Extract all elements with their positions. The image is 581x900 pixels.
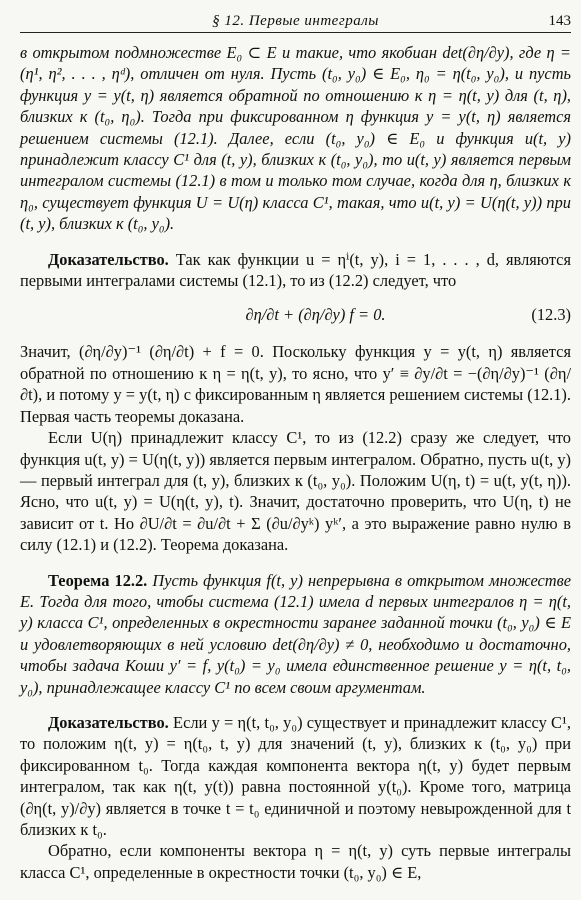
spacer xyxy=(20,235,571,249)
paragraph: Обратно, если компоненты вектора η = η(t, y) суть первые интегралы класса C¹, определенные в окрестности точки (t₀, y₀) ∈ E, xyxy=(20,841,571,882)
page-body xyxy=(20,42,571,883)
proof-text: Так как функции u = ηⁱ(t, y), i = 1, . . . , d, являются первыми интегралами системы (12.1), то из (12.2) следует, что xyxy=(20,249,571,291)
proof-paragraph xyxy=(20,712,571,840)
proof-label: Доказательство. xyxy=(48,712,169,732)
paragraph: Если U(η) принадлежит классу C¹, то из (12.2) сразу же следует, что функция u(t, y) = U(η(t, y)) является первым интегралом. Обратно, пусть u(t, y) — первый интеграл для (t, y), близких к (t₀, y₀). Положим U(η, t) = u(t, y(t, η)). Ясно, что u(t, y) = U(η(t, y), t). Значит, достаточно проверить, что U(η, t) не зависит от t. Но ∂U/∂t = ∂u/∂t + Σ (∂u/∂yᵏ) yᵏ′, а это выражение равно нулю в силу (12.1) и (12.2). Теорема доказана. xyxy=(20,428,571,555)
formula-body: ∂η/∂t + (∂η/∂y) f = 0. xyxy=(245,305,386,325)
proof-paragraph xyxy=(20,249,571,292)
theorem-continuation: в открытом подмножестве E₀ ⊂ E и такие, что якобиан det(∂η/∂y), где η = (η¹, η², . . . , ηᵈ), отличен от нуля. Пусть (t₀, y₀) ∈ E₀, η₀ = η(t₀, y₀), и пусть функция y = y(t, η) является обратной по отношению к η = η(t, y) для (t, η), близких к (t₀, η₀). Тогда при фиксированном η функция y = y(t, η) является решением системы (12.1). Далее, если (t₀, y₀) ∈ E₀ и функция u(t, y) принадлежит классу C¹ для (t, y), близких к (t₀, y₀), то u(t, y) является первым интегралом системы (12.1) в том и только том случае, когда для η, близких к η₀, существует функция U = U(η) класса C¹, такая, что u(t, y) = U(η(t, y)) при (t, y), близких к (t₀, y₀). xyxy=(20,43,571,234)
theorem-paragraph xyxy=(20,570,571,698)
spacer xyxy=(20,556,571,570)
running-header xyxy=(20,6,571,33)
formula-number: (12.3) xyxy=(531,305,571,325)
section-title: § 12. Первые интегралы xyxy=(212,13,379,29)
proof-label: Доказательство. xyxy=(48,249,169,269)
display-formula xyxy=(20,295,571,335)
proof-text: Если y = η(t, t₀, y₀) существует и принадлежит классу C¹, то положим η(t, y) = η(t₀, t, y) для значений (t, y), близких к (t₀, y₀) при фиксированном t₀. Тогда каждая компонента вектора η(t, y) будет первым интегралом, так как η(t, y(t)) равна постоянной y(t₀). Кроме того, матрица (∂η(t, y)/∂y) является в точке t = t₀ единичной и поэтому невырожденной для t близких к t₀. xyxy=(20,712,571,839)
spacer xyxy=(20,698,571,712)
theorem-text: Пусть функция f(t, y) непрерывна в открытом множестве E. Тогда для того, чтобы система (12.1) имела d первых интегралов η = η(t, y) класса C¹, определенных в окрестности заранее заданной точки (t₀, y₀) ∈ E и удовлетворяющих в ней условию det(∂η/∂y) ≠ 0, необходимо и достаточно, чтобы задача Коши y′ = f, y(t₀) = y₀ имела единственное решение y = η(t, t₀, y₀), принадлежащее классу C¹ по всем своим аргументам. xyxy=(20,570,572,697)
page-number: 143 xyxy=(548,13,571,29)
theorem-label: Теорема 12.2. xyxy=(48,570,148,590)
paragraph: Значит, (∂η/∂y)⁻¹ (∂η/∂t) + f = 0. Поскольку функция y = y(t, η) является обратной по отношению к η = η(t, y), то ясно, что y′ ≡ ∂y/∂t = −(∂η/∂y)⁻¹ (∂η/∂t), и потому y = y(t, η) с фиксированным η является решением системы (12.1). Первая часть теоремы доказана. xyxy=(20,342,571,426)
